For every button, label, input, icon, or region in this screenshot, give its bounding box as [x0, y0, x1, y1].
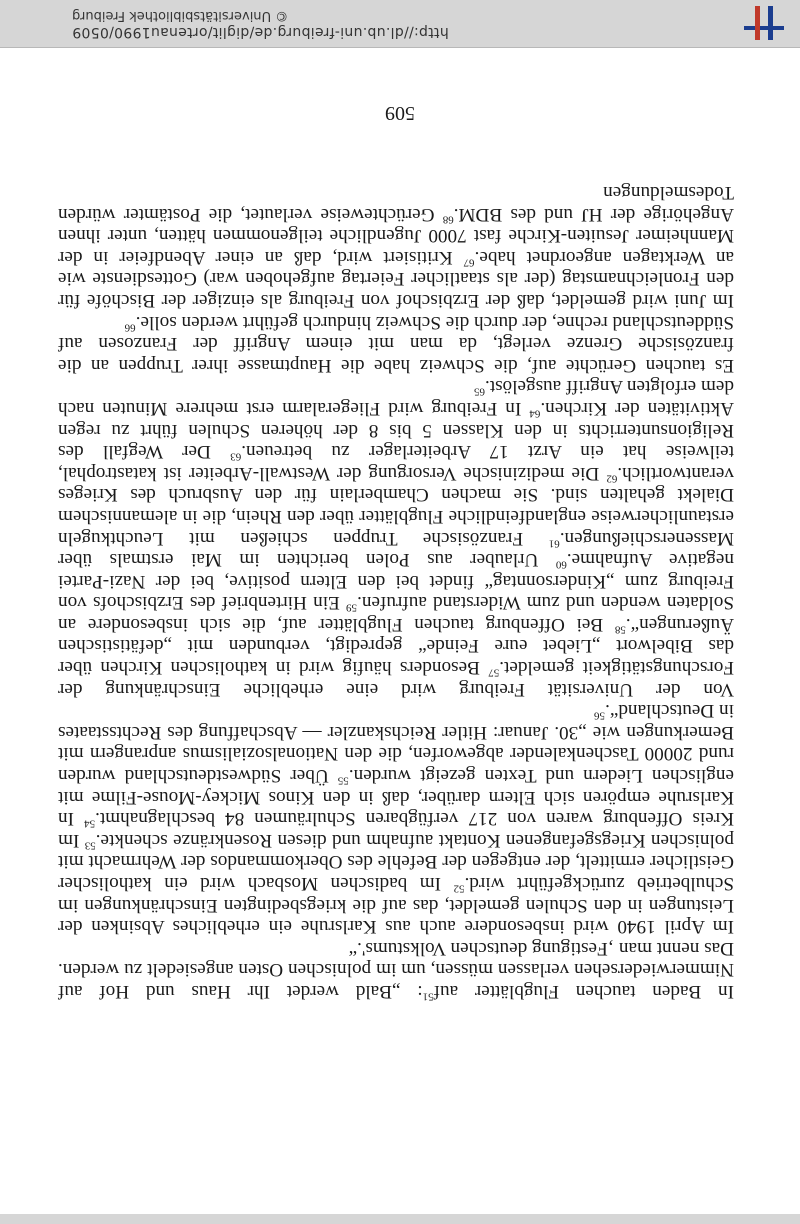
text-run: In Baden tauchen Flugblätter auf: [433, 981, 734, 1002]
footnote-ref: 53: [84, 839, 96, 852]
paragraph: [58, 181, 734, 311]
text-run: Im Juni wird gemeldet, daß der Erzbischof von Freiburg als einziger der Bischöfe für den Fronleichnamstag (der als staatlicher Feiertag aufgehoben war) Gottesdienste wie an Werktagen angeordnet habe.: [58, 246, 734, 311]
footnote-ref: 66: [124, 320, 136, 333]
footnote-ref: 63: [230, 450, 242, 463]
text-run: Besonders häufig wird in katholischen Kirchen über das Bibelwort „Liebet eure Feinde“ gepredigt, verbunden mit „defätistischen Äußerungen“.: [58, 613, 734, 679]
text-run: Im Kreis Offenburg waren von 217 verfügbaren Schulräumen 84 beschlagnahmt.: [58, 808, 734, 851]
body-text: [58, 181, 734, 1002]
footnote-ref: 51: [422, 990, 434, 1003]
text-run: Französische Truppen schießen mit Leuchtkugeln erstaunlicherweise englandfeindliche Flugblätter über den Rhein, die in alemannischem Dialekt gehalten sind. Sie machen Chamberlain für den Ausbruch des Krieges verantwortlich.: [58, 462, 734, 549]
footnote-ref: 61: [548, 536, 560, 549]
text-run: Die medizinische Versorgung der Westwall-Arbeiter ist katastrophal, teilweise hat ein Arzt 17 Arbeiterlager zu betreuen.: [58, 441, 734, 484]
text-run: Im April 1940 wird insbesondere auch aus Karlsruhe ein erhebliches Absinken der Leistungen in den Schulen gemeldet, das auf die kriegsbedingten Einschränkungen im Schulbetrieb zurückgeführt wird.: [58, 873, 734, 938]
text-run: In Freiburg wird Fliegeralarm erst mehrere Minuten nach dem erfolgten Angriff ausgelöst.: [58, 376, 734, 419]
footnote-ref: 57: [488, 666, 500, 679]
text-run: Es tauchen Gerüchte auf, die Schweiz habe die Hauptmasse ihrer Truppen an die französische Grenze verlegt, da man mit einem Angriff der Franzosen auf Süddeutschland rechne, der durch die Schweiz hindurch geführt werden solle.: [58, 311, 734, 376]
footnote-ref: 67: [463, 256, 475, 269]
footnote-ref: 68: [442, 213, 454, 226]
footnote-ref: 64: [529, 407, 541, 420]
document-url-link[interactable]: http://dl.ub.uni-freiburg.de/diglit/ortenau1990/0509: [72, 24, 449, 40]
viewer-bottom-strip: [0, 1214, 800, 1224]
footnote-ref: 56: [594, 709, 606, 722]
footnote-ref: 54: [84, 817, 96, 830]
text-run: Ein Hirtenbrief des Erzbischofs von Freiburg zum „Kindersonntag“ findet bei den Eltern positive, bei der Nazi-Partei negative Aufnahme.: [58, 549, 734, 614]
paragraph: [58, 937, 734, 1002]
footnote-ref: 58: [614, 623, 626, 636]
text-run: Gerüchteweise verlautet, die Postämter würden Todesmeldungen: [58, 182, 734, 225]
text-run: Kritisiert wird, daß an einer Abendfeier in der Mannheimer Jesuiten-Kirche fast 7000 Jugendliche teilgenommen hätten, unter ihnen Angehörige der HJ und des BDM.: [58, 203, 734, 268]
text-run: Bei Offenburg tauchen Flugblätter auf, die sich insbesondere an Soldaten wenden und zum Widerstand aufrufen.: [58, 592, 734, 635]
footnote-ref: 65: [473, 385, 485, 398]
text-run: Im badischen Mosbach wird ein katholischer Geistlicher ermittelt, der entgegen der Befehle des Oberkommandos der Wehrmacht mit polnischen Kriegsgefangenen Kontakt aufnahm und diesen Rosenkränze schenkte.: [57, 829, 734, 895]
footnote-ref: 55: [337, 774, 349, 787]
text-run: Der Wegfall des Religionsunterrichts in den Klassen 5 bis 8 der höheren Schulen führt zu regen Aktivitäten der Kirchen.: [58, 397, 734, 463]
footnote-ref: 59: [346, 601, 358, 614]
text-run: In Karlsruhe empören sich Eltern darüber, daß in den Kinos Mickey-Mouse-Filme mit englischen Liedern und Texten gezeigt wurden.: [57, 765, 734, 830]
footnote-ref: 60: [555, 558, 567, 571]
text-run: Über Südwestdeutschland wurden rund 20000 Taschenkalender abgeworfen, die den Nationalsozialismus anprangern mit Bemerkungen wie „30. Januar: Hitler Reichskanzler — Abschaffung des Rechtsstaates in Deutschland“.: [57, 700, 734, 787]
page-number: 509: [385, 102, 415, 124]
university-library-logo-icon: [742, 4, 786, 44]
text-run: : „Bald werdet Ihr Haus und Hof auf Nimmerwiedersehen verlassen müssen, um im polnischen Osten angesiedelt zu werden. Das nennt man ‚Festigung deutschen Volkstums'.“: [58, 937, 734, 1002]
paragraph: [58, 311, 734, 376]
paragraph: [58, 700, 734, 938]
paragraph: [58, 376, 734, 700]
footnote-ref: 62: [606, 472, 618, 485]
text-run: Urlauber aus Polen berichten im Mai erstmals über Massenerschießungen.: [58, 527, 734, 571]
text-run: Von der Universität Freiburg wird eine erhebliche Einschränkung der Forschungstätigkeit gemeldet.: [58, 657, 734, 700]
footnote-ref: 52: [453, 882, 465, 895]
copyright-notice: © Universitätsbibliothek Freiburg: [72, 8, 289, 23]
